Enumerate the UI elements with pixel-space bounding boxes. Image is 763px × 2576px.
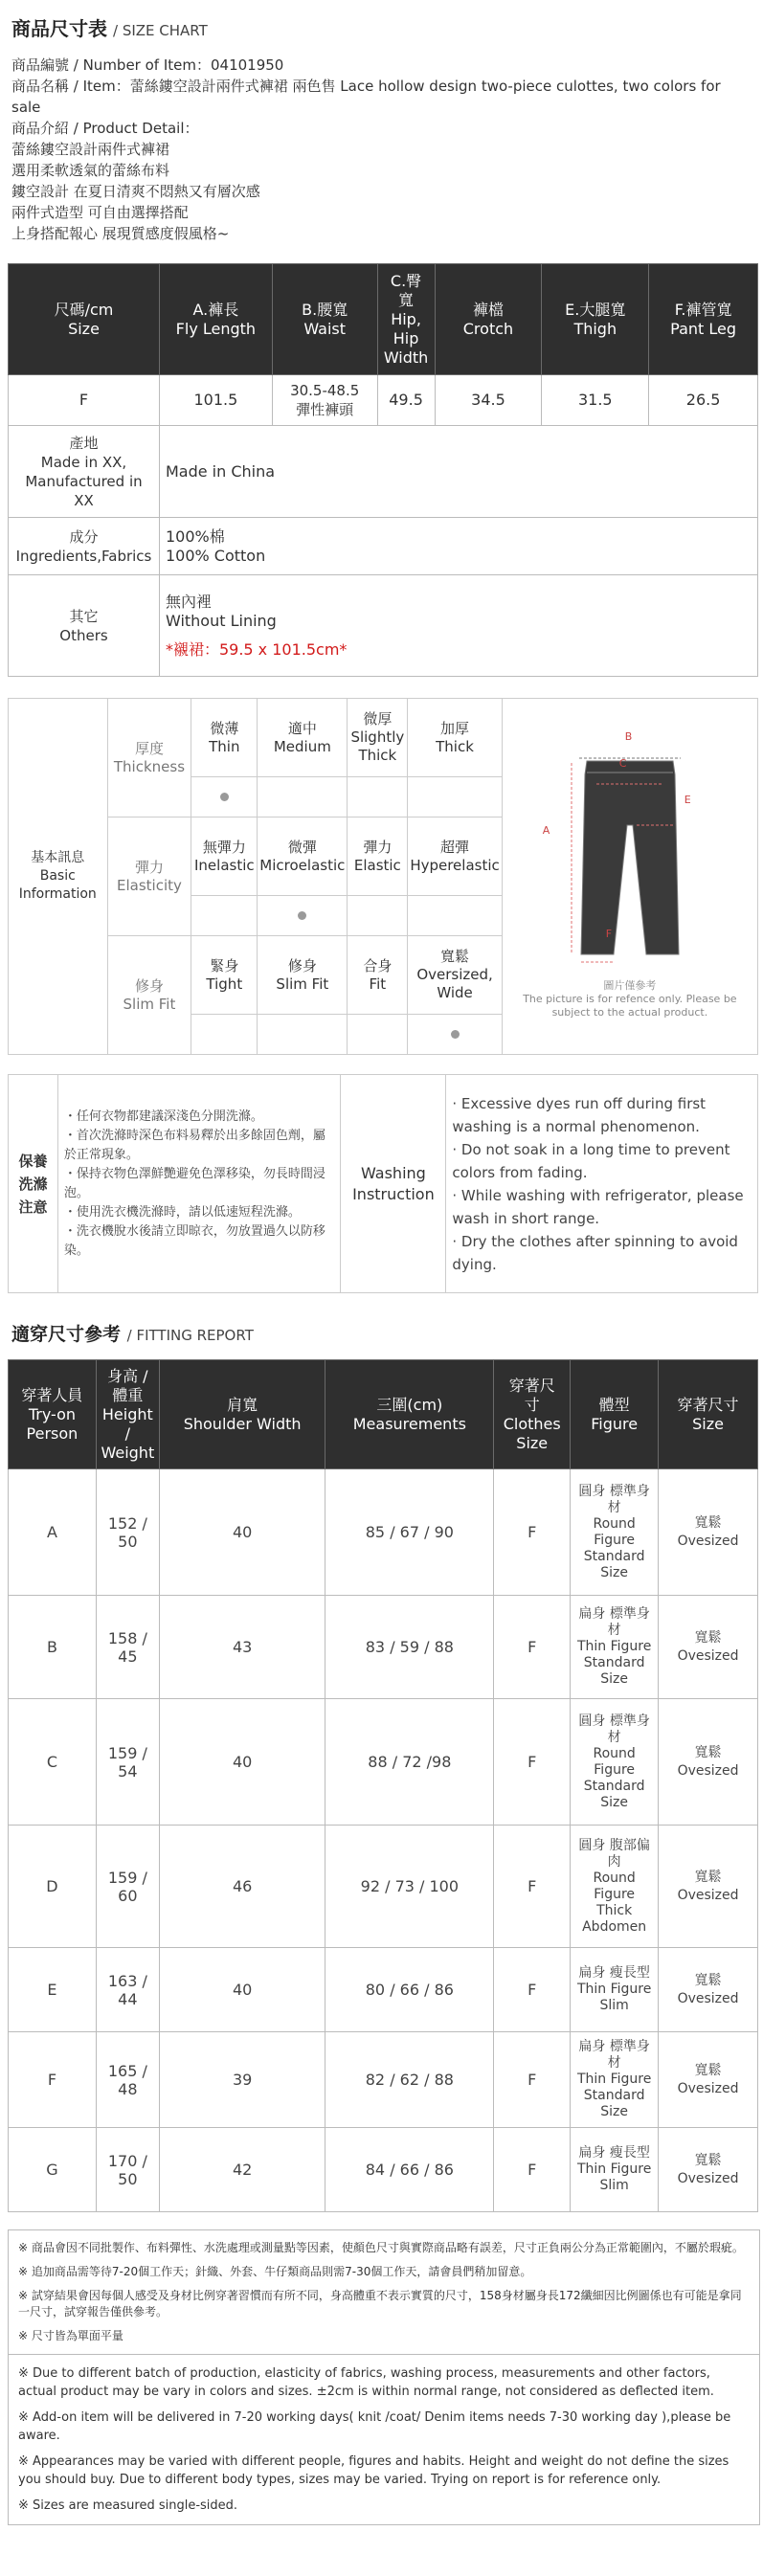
fit-header: 穿著人員 Try-on Person: [9, 1360, 97, 1469]
fit-label: 修身 Slim Fit: [107, 936, 191, 1055]
others-cell: [159, 575, 757, 677]
elasticity-dot-cell: [191, 896, 258, 936]
fit-option: 緊身 Tight: [191, 936, 258, 1015]
fit-cell: 80 / 66 / 86: [325, 1948, 494, 2032]
fit-dot-cell: [258, 1015, 348, 1055]
size-header: C.臀 寬 Hip, Hip Width: [377, 264, 435, 375]
fitting-subtitle: / FITTING REPORT: [126, 1327, 254, 1344]
elasticity-dot-cell: [348, 896, 408, 936]
info-line: 蕾絲鏤空設計兩件式褲裙: [11, 141, 170, 158]
info-line: 選用柔軟透氣的蕾絲布料: [11, 162, 170, 179]
wash-title: Washing Instruction: [341, 1075, 446, 1293]
fit-cell: 92 / 73 / 100: [325, 1826, 494, 1948]
fit-option: 寬鬆 Oversized, Wide: [408, 936, 502, 1015]
elasticity-option: 無彈力 Inelastic: [191, 818, 258, 896]
fit-cell: F: [494, 1948, 571, 2032]
fit-cell: 159 / 54: [96, 1699, 159, 1826]
fit-cell: 163 / 44: [96, 1948, 159, 2032]
wash-zh-line: ・任何衣物都建議深淺色分開洗滌。: [63, 1109, 263, 1124]
note-line: ※ Due to different batch of production, elasticity of fabrics, washing process, measurements and other factors, actual product may be vary in colors and sizes. ±2cm is within normal range, not considered as deflected item.: [18, 2366, 714, 2399]
fitting-title: 適穿尺寸參考: [11, 1324, 122, 1345]
fitting-report-heading: [0, 1293, 763, 1346]
fit-cell: 152 / 50: [96, 1469, 159, 1596]
thickness-dot-cell: [408, 777, 502, 818]
info-line: 兩件式造型 可自由選擇搭配: [11, 204, 189, 221]
fit-cell: 159 / 60: [96, 1826, 159, 1948]
note-line: ※ 追加商品需等待7-20個工作天；針織、外套、牛仔類商品則需7-30個工作天，請會員們稍加留意。: [18, 2265, 532, 2278]
fit-cell: C: [9, 1699, 97, 1826]
fitting-table: [8, 1359, 758, 2212]
selected-dot: [298, 911, 306, 920]
thickness-option: 微厚 Slightly Thick: [348, 699, 408, 777]
info-line: 商品編號 / Number of Item：04101950: [11, 56, 284, 74]
size-cell: 26.5: [649, 375, 758, 426]
wash-en-cell: [446, 1075, 758, 1293]
fit-header: 身高 / 體重 Height / Weight: [96, 1360, 159, 1469]
wash-en-line: · Dry the clothes after spinning to avoid dying.: [452, 1232, 738, 1273]
fit-header: 穿著尺寸 Size: [659, 1360, 758, 1469]
fit-option: 修身 Slim Fit: [258, 936, 348, 1015]
fit-cell: 83 / 59 / 88: [325, 1596, 494, 1699]
wash-en-line: · Excessive dyes run off during first washing is a normal phenomenon.: [452, 1094, 707, 1135]
others-note: *襯裙：59.5 x 101.5cm*: [165, 639, 348, 659]
selected-dot: [451, 1030, 460, 1039]
fit-cell: 170 / 50: [96, 2128, 159, 2212]
size-header: B.腰寬 Waist: [272, 264, 377, 375]
diagram-caption: 圖片僅參考 The picture is for refence only. Please be subject to the actual product.: [523, 978, 737, 1019]
size-cell: F: [9, 375, 160, 426]
fit-cell: 88 / 72 /98: [325, 1699, 494, 1826]
size-header: 尺碼/cm Size: [9, 264, 160, 375]
size-cell: 34.5: [435, 375, 542, 426]
thickness-label: 厚度 Thickness: [107, 699, 191, 818]
fit-cell: 圓身 腹部偏 肉 Round Figure Thick Abdomen: [571, 1826, 659, 1948]
info-line: 上身搭配報心 展現質感度假風格~: [11, 225, 230, 242]
wash-zh-line: ・首次洗滌時深色布料易釋於出多餘固色劑，屬於正常現象。: [63, 1128, 325, 1162]
fit-cell: 寬鬆 Ovesized: [659, 2128, 758, 2212]
diagram-label-b: B: [624, 730, 633, 743]
wash-zh-cell: [57, 1075, 341, 1293]
fit-cell: D: [9, 1826, 97, 1948]
info-line: 鏤空設計 在夏日清爽不悶熱又有層次感: [11, 183, 260, 200]
info-line: 商品介紹 / Product Detail：: [11, 120, 199, 137]
page-subtitle: / SIZE CHART: [113, 22, 208, 39]
fit-cell: 寬鬆 Ovesized: [659, 1826, 758, 1948]
fit-dot-cell: [191, 1015, 258, 1055]
elasticity-option: 彈力 Elastic: [348, 818, 408, 896]
fit-cell: 扁身 標準身 材 Thin Figure Standard Size: [571, 1596, 659, 1699]
size-header: E.大腿寬 Thigh: [542, 264, 649, 375]
fit-cell: 扁身 瘦長型 Thin Figure Slim: [571, 2128, 659, 2212]
elasticity-dot-cell: [258, 896, 348, 936]
size-cell: 101.5: [159, 375, 272, 426]
fit-cell: F: [494, 1596, 571, 1699]
wash-zh-line: ・保持衣物色澤鮮艷避免色澤移染，勿長時間浸泡。: [63, 1166, 325, 1200]
size-header: F.褲管寬 Pant Leg: [649, 264, 758, 375]
ingredients-label: 成分 Ingredients,Fabrics: [9, 518, 160, 575]
size-table: [8, 263, 758, 677]
fit-header: 肩寬 Shoulder Width: [159, 1360, 325, 1469]
product-info: [0, 41, 763, 244]
header: [0, 0, 763, 41]
pants-diagram-cell: [502, 699, 757, 1055]
fit-option: 合身 Fit: [348, 936, 408, 1015]
fit-cell: 40: [159, 1469, 325, 1596]
wash-en-line: · While washing with refrigerator, please wash in short range.: [452, 1186, 744, 1227]
fit-cell: 扁身 標準身 材 Thin Figure Standard Size: [571, 2032, 659, 2128]
fit-cell: 158 / 45: [96, 1596, 159, 1699]
fit-cell: 82 / 62 / 88: [325, 2032, 494, 2128]
fit-cell: 圓身 標準身 材 Round Figure Standard Size: [571, 1699, 659, 1826]
thickness-option: 微薄 Thin: [191, 699, 258, 777]
fit-cell: 42: [159, 2128, 325, 2212]
fit-cell: 39: [159, 2032, 325, 2128]
wash-en-line: · Do not soak in a long time to prevent colors from fading.: [452, 1140, 730, 1181]
selected-dot: [220, 793, 229, 801]
fit-cell: 扁身 瘦長型 Thin Figure Slim: [571, 1948, 659, 2032]
fit-cell: 寬鬆 Ovesized: [659, 1469, 758, 1596]
wash-zh-line: ・洗衣機脫水後請立即晾衣，勿放置過久以防移染。: [63, 1223, 325, 1258]
fit-cell: 寬鬆 Ovesized: [659, 1948, 758, 2032]
origin-value: Made in China: [159, 426, 757, 518]
fit-cell: 46: [159, 1826, 325, 1948]
size-header: A.褲長 Fly Length: [159, 264, 272, 375]
elasticity-option: 微彈 Microelastic: [258, 818, 348, 896]
fit-cell: F: [494, 1826, 571, 1948]
elasticity-option: 超彈 Hyperelastic: [408, 818, 502, 896]
note-line: ※ 尺寸皆為單面平量: [18, 2329, 123, 2342]
thickness-dot-cell: [258, 777, 348, 818]
fit-dot-cell: [408, 1015, 502, 1055]
notes-box: [8, 2229, 760, 2525]
fit-cell: F: [494, 1469, 571, 1596]
fit-cell: 寬鬆 Ovesized: [659, 1596, 758, 1699]
washing-table: [8, 1074, 758, 1293]
wash-label: 保養 洗滌 注意: [9, 1075, 58, 1293]
note-line: ※ Sizes are measured single-sided.: [18, 2498, 238, 2513]
fit-cell: 40: [159, 1948, 325, 2032]
diagram-label-c: C: [618, 757, 627, 770]
ingredients-value: 100%棉 100% Cotton: [159, 518, 757, 575]
fit-cell: F: [494, 2128, 571, 2212]
diagram-label-f: F: [605, 928, 613, 940]
wash-zh-line: ・使用洗衣機洗滌時，請以低速短程洗滌。: [63, 1204, 301, 1220]
notes-en: [9, 2354, 759, 2524]
others-label: 其它 Others: [9, 575, 160, 677]
fit-cell: F: [494, 1699, 571, 1826]
fit-cell: 43: [159, 1596, 325, 1699]
thickness-dot-cell: [348, 777, 408, 818]
note-line: ※ Appearances may be varied with different people, figures and habits. Height and weight do not define the sizes you should buy. Due to different body types, sizes may be varied. Trying on report is for reference only.: [18, 2454, 729, 2487]
size-cell: 31.5: [542, 375, 649, 426]
fit-cell: 寬鬆 Ovesized: [659, 2032, 758, 2128]
pants-diagram: [558, 734, 702, 974]
fit-cell: 165 / 48: [96, 2032, 159, 2128]
fit-cell: 圓身 標準身 材 Round Figure Standard Size: [571, 1469, 659, 1596]
note-line: ※ 商品會因不同批製作、布料彈性、水洗處理或測量點等因素，使顏色尺寸與實際商品略有誤差，尺寸正負兩公分為正常範圍內，不屬於瑕疵。: [18, 2241, 744, 2254]
note-line: ※ 試穿結果會因每個人感受及身材比例穿著習慣而有所不同，身高體重不表示實質的尺寸，158身材屬身長172纖細因比例圖係也有可能是拿同一尺寸，試穿報告僅供參考。: [18, 2289, 742, 2318]
others-value: 無內裡 Without Lining: [165, 592, 277, 630]
fit-cell: E: [9, 1948, 97, 2032]
thickness-option: 加厚 Thick: [408, 699, 502, 777]
thickness-option: 適中 Medium: [258, 699, 348, 777]
elasticity-label: 彈力 Elasticity: [107, 818, 191, 936]
fit-cell: A: [9, 1469, 97, 1596]
diagram-label-e: E: [684, 794, 691, 806]
size-cell: 49.5: [377, 375, 435, 426]
fit-cell: F: [9, 2032, 97, 2128]
fit-header: 穿著尺 寸 Clothes Size: [494, 1360, 571, 1469]
note-line: ※ Add-on item will be delivered in 7-20 working days( knit /coat/ Denim items needs 7-30 working day ),please be aware.: [18, 2410, 731, 2443]
fit-header: 體型 Figure: [571, 1360, 659, 1469]
origin-label: 產地 Made in XX, Manufactured in XX: [9, 426, 160, 518]
size-cell: 30.5-48.5 彈性褲頭: [272, 375, 377, 426]
fit-cell: F: [494, 2032, 571, 2128]
fit-dot-cell: [348, 1015, 408, 1055]
fit-header: 三圍(cm) Measurements: [325, 1360, 494, 1469]
fit-cell: 85 / 67 / 90: [325, 1469, 494, 1596]
fit-cell: 40: [159, 1699, 325, 1826]
fit-cell: G: [9, 2128, 97, 2212]
fit-cell: 寬鬆 Ovesized: [659, 1699, 758, 1826]
fit-cell: 84 / 66 / 86: [325, 2128, 494, 2212]
info-line: 商品名稱 / Item：蕾絲鏤空設計兩件式褲裙 兩色售 Lace hollow design two-piece culottes, two colors for sale: [11, 78, 721, 116]
diagram-label-a: A: [542, 824, 550, 837]
basic-title: 基本訊息 Basic Information: [9, 699, 108, 1055]
page-title: 商品尺寸表: [11, 17, 107, 40]
basic-info-table: [8, 698, 758, 1055]
elasticity-dot-cell: [408, 896, 502, 936]
fit-cell: B: [9, 1596, 97, 1699]
thickness-dot-cell: [191, 777, 258, 818]
size-header: 褲檔 Crotch: [435, 264, 542, 375]
notes-zh: [9, 2230, 759, 2354]
